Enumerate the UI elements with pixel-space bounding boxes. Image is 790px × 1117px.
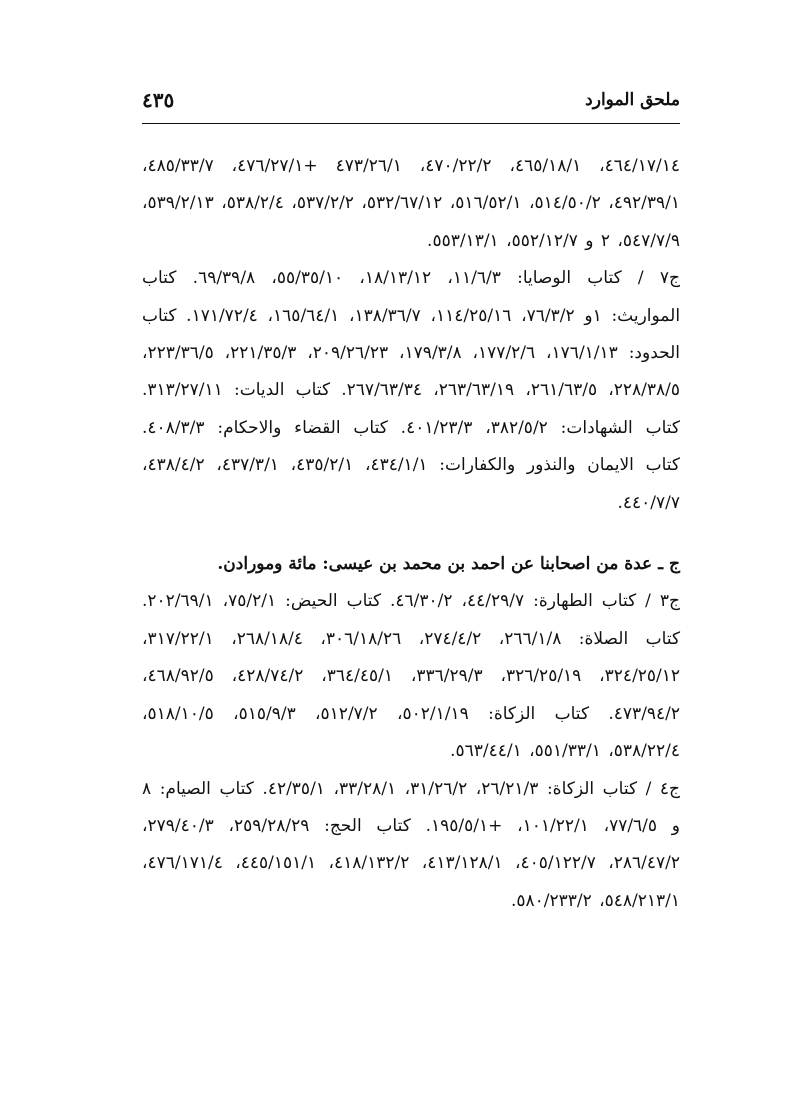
- paragraph-volume-7: ج٧ / كتاب الوصايا: ١١/٦/٣، ١٨/١٣/١٢، ٥٥/٣٥/١٠، ٦٩/٣٩/٨. كتاب المواريث: ١و ٧٦/٣/٢، ١١٤/٢٥/١٦، ١٣٨/٣٦/٧، ١٦٥/٦٤/١، ١٧١/٧٢/٤. كتاب الحدود: ١٧٦/١/١٣، ١٧٧/٢/٦، ١٧٩/٣/٨، ٢٠٩/٢٦/٢٣، ٢٢١/٣٥/٣، ٢٢٣/٣٦/٥، ٢٢٨/٣٨/٥، ٢٦١/٦٣/٥، ٢٦٣/٦٣/١٩، ٢٦٧/٦٣/٣٤. كتاب الديات: ٣١٣/٢٧/١١. كتاب الشهادات: ٣٨٢/٥/٢، ٤٠١/٢٣/٣. كتاب القضاء والاحكام: ٤٠٨/٣/٣. كتاب الايمان والنذور والكفارات: ٤٣٤/١/١، ٤٣٥/٢/١، ٤٣٧/٣/١، ٤٣٨/٤/٢، ٤٤٠/٧/٧.: [142, 268, 681, 513]
- section-heading: ج ـ عدة من اصحابنا عن احمد بن محمد بن عيسى: مائة ومورادن.: [217, 554, 680, 575]
- paragraph-volume-4: ج٤ / كتاب الزكاة: ٢٦/٢١/٣، ٣١/٢٦/٢، ٣٣/٢٨/١، ٤٢/٣٥/١. كتاب الصيام: ٨ و ٧٧/٦/٥، ١٠١/٢٢/١، +١٩٥/٥/١. كتاب الحج: ٢٥٩/٢٨/٢٩، ٢٧٩/٤٠/٣، ٢٨٦/٤٧/٢، ٤٠٥/١٢٢/٧، ٤١٣/١٢٨/١، ٤١٨/١٣٢/٢، ٤٤٥/١٥١/١، ٤٧٦/١٧١/٤، ٥٤٨/٢١٣/١، ٥٨٠/٢٣٣/٢.: [142, 778, 681, 911]
- header-rule: [142, 123, 680, 124]
- running-head: ملحق الموارد: [585, 90, 680, 110]
- page-header: [142, 82, 680, 118]
- section-spacer: [142, 522, 680, 546]
- page-body: [142, 148, 680, 920]
- page-number: ٤٣٥: [142, 88, 175, 112]
- paragraph-continued-references: ٤٦٤/١٧/١٤، ٤٦٥/١٨/١، ٤٧٠/٢٢/٢، ٤٧٣/٢٦/١ +٤٧٦/٢٧/١، ٤٨٥/٣٣/٧، ٤٩٢/٣٩/١، ٥١٤/٥٠/٢، ٥١٦/٥٢/١، ٥٣٢/٦٧/١٢، ٥٣٧/٢/٢، ٥٣٨/٢/٤، ٥٣٩/٢/١٣، ٥٤٧/٧/٩، ٢ و ٥٥٢/١٢/٧، ٥٥٣/١٣/١.: [142, 156, 680, 251]
- paragraph-volume-3: ج٣ / كتاب الطهارة: ٤٤/٢٩/٧، ٤٦/٣٠/٢. كتاب الحيض: ٧٥/٢/١، ٢٠٢/٦٩/١. كتاب الصلاة: ٢٦٦/١/٨، ٢٧٤/٤/٢، ٣٠٦/١٨/٢٦، ٢٦٨/١٨/٤، ٣١٧/٢٢/١، ٣٢٤/٢٥/١٢، ٣٢٦/٢٥/١٩، ٣٣٦/٢٩/٣، ٣٦٤/٤٥/١، ٤٢٨/٧٤/٢، ٤٦٨/٩٢/٥، ٤٧٣/٩٤/٢. كتاب الزكاة: ٥٠٢/١/١٩، ٥١٢/٧/٢، ٥١٥/٩/٣، ٥١٨/١٠/٥، ٥٣٨/٢٢/٤، ٥٥١/٣٣/١، ٥٦٣/٤٤/١.: [142, 591, 681, 762]
